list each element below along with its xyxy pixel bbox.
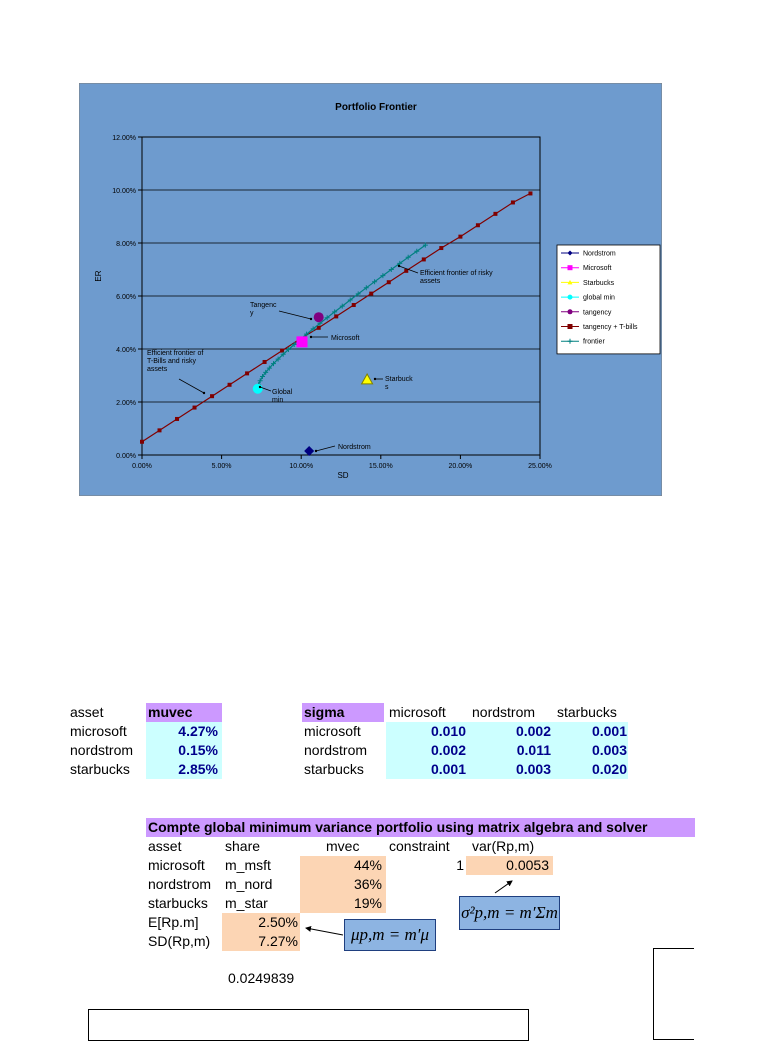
muvec-row-asset: starbucks xyxy=(70,761,130,777)
gmv-header-variance: var(Rp,m) xyxy=(472,838,535,854)
legend-label: Microsoft xyxy=(583,265,612,273)
cropped-text-box xyxy=(88,1009,529,1041)
annotation-line: Efficient frontier of risky xyxy=(420,270,493,277)
sigma-row-asset: nordstrom xyxy=(304,742,368,758)
gmv-header-mvec: mvec xyxy=(326,838,360,854)
y-tick-label: 8.00% xyxy=(116,241,136,248)
mean-formula-arrow xyxy=(306,928,343,935)
y-axis-label: ER xyxy=(94,270,103,282)
sigma-cell: 0.002 xyxy=(430,742,466,758)
annotation-line: s xyxy=(385,384,389,391)
muvec-row-value: 2.85% xyxy=(146,760,222,779)
muvec-row-asset: nordstrom xyxy=(70,742,134,758)
annotation-line: Nordstrom xyxy=(338,444,371,451)
gmv-title: Compte global minimum variance portfolio using matrix algebra and solver xyxy=(146,818,695,837)
cropped-chart-box xyxy=(653,948,694,1040)
gmv-constraint-value: 1 xyxy=(456,857,464,873)
variance-formula: σ²p,m = m′Σm xyxy=(461,903,558,922)
x-tick-label: 20.00% xyxy=(448,463,473,470)
sigma-cell: 0.003 xyxy=(515,761,551,777)
legend-label: frontier xyxy=(583,338,605,346)
y-tick-label: 0.00% xyxy=(116,453,136,460)
gmv-row-share: m_msft xyxy=(225,857,271,873)
gmv-row-mvec: 36% xyxy=(353,876,382,892)
muvec-row-asset: microsoft xyxy=(70,723,127,739)
legend-label: Starbucks xyxy=(583,279,615,287)
y-tick-label: 10.00% xyxy=(112,188,136,195)
mean-formula: μp,m = m′μ xyxy=(350,925,430,944)
muvec-header: muvec xyxy=(146,703,222,722)
gmv-row-share: m_nord xyxy=(225,876,273,892)
gmv-sd-value: 7.27% xyxy=(258,933,298,949)
legend-label: tangency xyxy=(583,309,612,317)
legend-label: Nordstrom xyxy=(583,250,616,258)
gmv-row-asset: starbucks xyxy=(148,895,208,911)
annotation-line: y xyxy=(250,310,254,317)
gmv-row-share: m_star xyxy=(225,895,268,911)
gmv-variance-value: 0.0053 xyxy=(506,857,549,873)
annotation-line: T-Bills and risky xyxy=(147,358,197,365)
sigma-cell: 0.001 xyxy=(430,761,466,777)
sigma-column-header: starbucks xyxy=(557,704,617,720)
sigma-cell: 0.002 xyxy=(515,723,551,739)
annotation-line: Microsoft xyxy=(331,335,360,342)
gmv-er-label: E[Rp.m] xyxy=(148,914,199,930)
y-tick-label: 4.00% xyxy=(116,347,136,354)
gmv-er-value: 2.50% xyxy=(258,914,298,930)
annotation-line: Efficient frontier of xyxy=(147,350,204,357)
gmv-row-mvec: 19% xyxy=(353,895,382,911)
sigma-row-asset: starbucks xyxy=(304,761,364,777)
muvec-asset-header: asset xyxy=(70,704,104,720)
gmv-header-share: share xyxy=(225,838,261,854)
annotation-line: Global xyxy=(272,389,293,396)
variance-formula-arrow xyxy=(495,881,512,893)
annotation-line: Tangenc xyxy=(250,302,277,309)
annotation-line: assets xyxy=(147,366,168,373)
x-tick-label: 0.00% xyxy=(132,463,152,470)
sigma-column-header: nordstrom xyxy=(472,704,536,720)
sigma-header: sigma xyxy=(302,703,384,722)
sigma-cell: 0.020 xyxy=(591,761,627,777)
x-tick-label: 5.00% xyxy=(211,463,232,470)
legend-label: tangency + T-bills xyxy=(583,324,638,331)
sigma-cell: 0.011 xyxy=(516,742,551,758)
x-axis-label: SD xyxy=(337,471,349,480)
legend-label: global min xyxy=(583,294,615,302)
gmv-extra-value: 0.0249839 xyxy=(228,970,295,986)
sigma-cell: 0.003 xyxy=(591,742,627,758)
muvec-row-value: 0.15% xyxy=(146,741,222,760)
gmv-header-asset: asset xyxy=(148,838,182,854)
annotation-line: assets xyxy=(420,278,441,285)
gmv-row-asset: microsoft xyxy=(148,857,205,873)
gmv-sd-label: SD(Rp,m) xyxy=(148,933,211,949)
annotation-line: min xyxy=(272,397,284,404)
chart-title: Portfolio Frontier xyxy=(335,102,417,113)
annotation-line: Starbuck xyxy=(385,376,413,383)
sigma-cell: 0.001 xyxy=(591,723,627,739)
gmv-row-asset: nordstrom xyxy=(148,876,212,892)
x-tick-label: 25.00% xyxy=(528,463,552,470)
y-tick-label: 6.00% xyxy=(116,294,136,301)
sigma-cell: 0.010 xyxy=(430,723,466,739)
x-tick-label: 10.00% xyxy=(289,463,314,470)
x-tick-label: 15.00% xyxy=(368,463,393,470)
gmv-header-constraint: constraint xyxy=(389,838,450,854)
sigma-row-asset: microsoft xyxy=(304,723,361,739)
gmv-row-mvec: 44% xyxy=(353,857,382,873)
muvec-row-value: 4.27% xyxy=(146,722,222,741)
y-tick-label: 12.00% xyxy=(112,135,136,142)
sigma-column-header: microsoft xyxy=(389,704,446,720)
y-tick-label: 2.00% xyxy=(116,400,136,407)
